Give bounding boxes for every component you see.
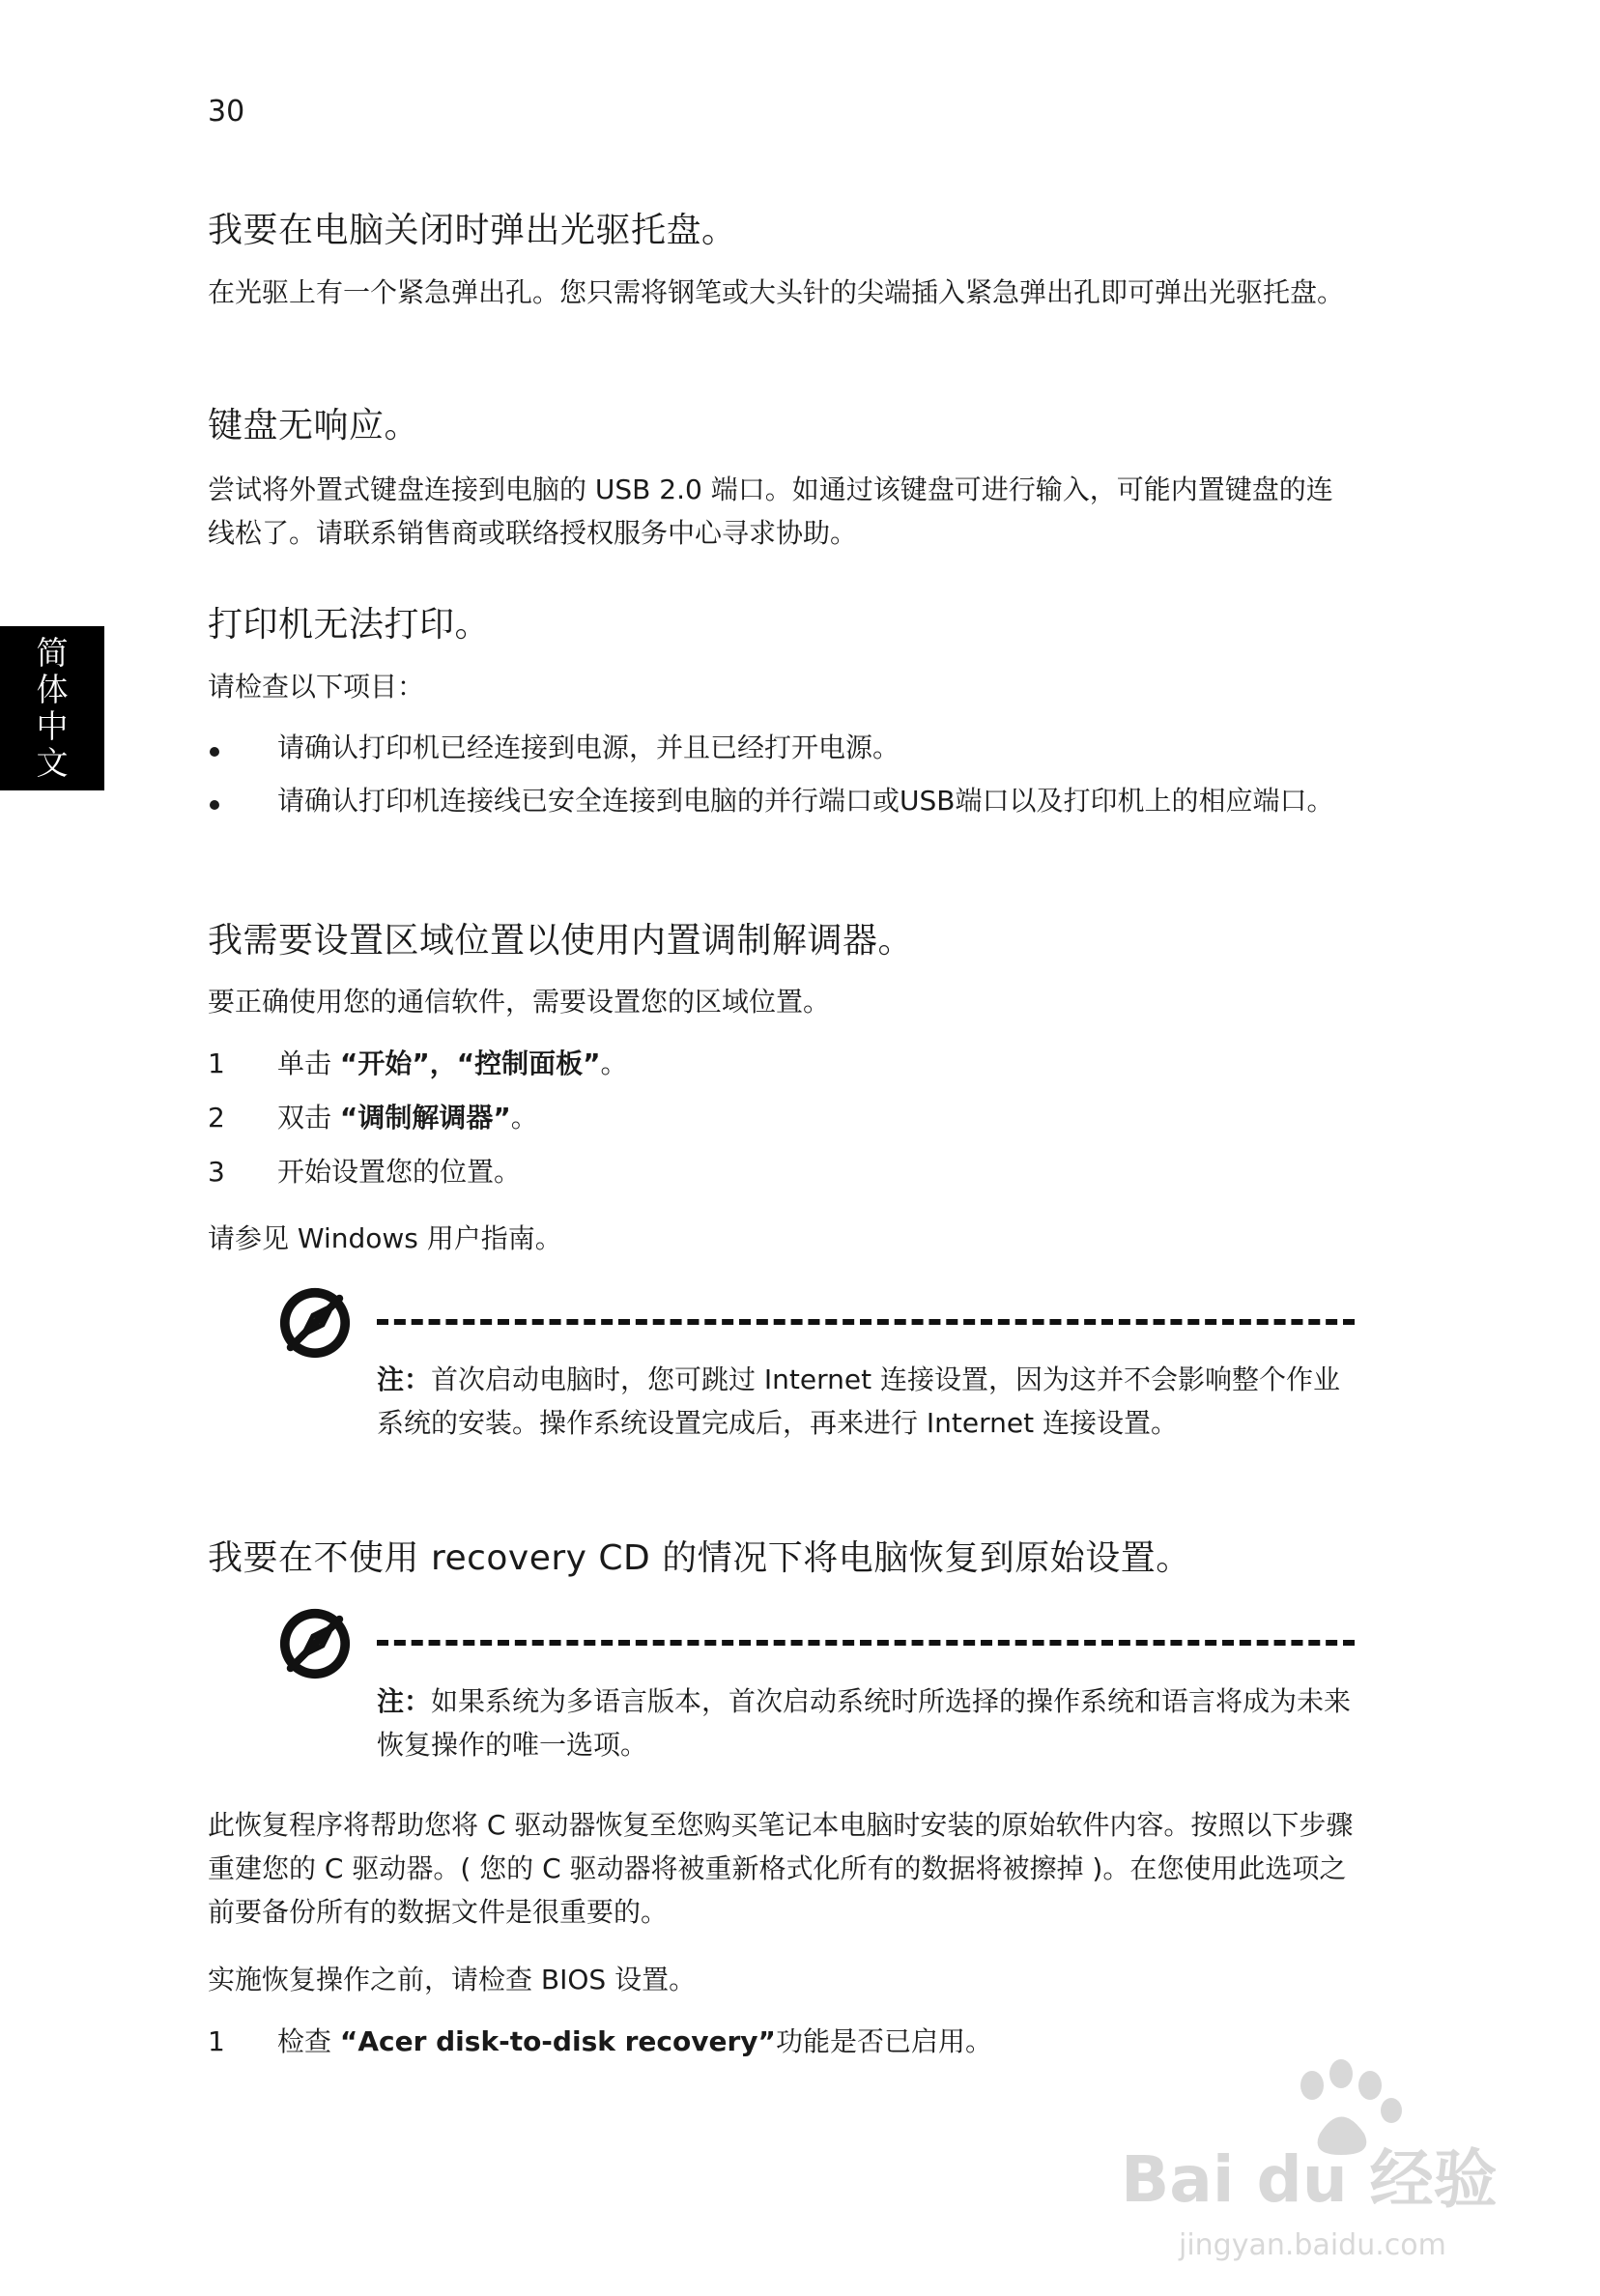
side-tab-char: 体 (36, 671, 69, 708)
bullet-text: 请确认打印机已经连接到电源，并且已经打开电源。 (277, 732, 900, 763)
note-modem (377, 1358, 1353, 1445)
step-bold-text: “调制解调器” (339, 1102, 511, 1134)
note-pen-icon (277, 1606, 353, 1681)
step-text: 开始设置您的位置。 (277, 1156, 522, 1188)
paragraph-modem-intro: 要正确使用您的通信软件，需要设置您的区域位置。 (208, 986, 831, 1018)
note-divider (377, 1319, 1355, 1325)
step-text: 检查 (277, 2025, 332, 2057)
step-text-end: 。 (510, 1102, 538, 1134)
side-tab-char: 中 (36, 707, 69, 745)
heading-recovery: 我要在不使用 recovery CD 的情况下将电脑恢复到原始设置。 (208, 1538, 1191, 1578)
step-text-end: 功能是否已启用。 (775, 2025, 992, 2057)
step-number: 1 (208, 1048, 225, 1079)
step-text: 双击 (277, 1102, 332, 1134)
side-tab-char: 文 (36, 744, 69, 782)
step-item (208, 1150, 1357, 1193)
step-bold-text: “开始”，“控制面板” (339, 1048, 601, 1079)
paragraph-eject: 在光驱上有一个紧急弹出孔。您只需将钢笔或大头针的尖端插入紧急弹出孔即可弹出光驱托盘。 (208, 276, 1345, 308)
bullet-item (208, 779, 1357, 822)
step-text-end: 。 (600, 1048, 628, 1079)
heading-modem: 我需要设置区域位置以使用内置调制解调器。 (208, 921, 914, 961)
paragraph-printer-intro: 请检查以下项目： (208, 671, 425, 703)
bullet-icon (210, 747, 219, 757)
note-pen-icon (277, 1285, 353, 1361)
heading-eject: 我要在电脑关闭时弹出光驱托盘。 (208, 211, 737, 250)
side-tab-char: 简 (36, 634, 69, 672)
step-number: 1 (208, 2025, 225, 2057)
watermark-url: jingyan.baidu.com (1179, 2228, 1446, 2262)
baidu-jingyan-watermark (1121, 2047, 1527, 2269)
step-text: 单击 (277, 1048, 332, 1079)
language-side-tab (0, 626, 104, 790)
watermark-logo-text: Bai du 经验 (1121, 2142, 1498, 2217)
page-number: 30 (208, 95, 245, 129)
note-label: 注： (377, 1363, 432, 1395)
step-number: 3 (208, 1156, 225, 1188)
paragraph-keyboard: 尝试将外置式键盘连接到电脑的 USB 2.0 端口。如通过该键盘可进行输入，可能内置键盘的连线松了。请联系销售商或联络授权服务中心寻求协助。 (208, 474, 1333, 549)
step-item (208, 1096, 1357, 1139)
paragraph-bios-check: 实施恢复操作之前，请检查 BIOS 设置。 (208, 1964, 697, 1995)
step-item (208, 1042, 1357, 1085)
bullet-icon (210, 800, 219, 810)
heading-keyboard: 键盘无响应。 (208, 406, 420, 445)
bullet-item (208, 726, 1357, 769)
bullet-text: 请确认打印机连接线已安全连接到电脑的并行端口或USB端口以及打印机上的相应端口。 (277, 785, 1334, 817)
note-text: 如果系统为多语言版本，首次启动系统时所选择的操作系统和语言将成为未来恢复操作的唯一选项。 (377, 1685, 1352, 1761)
step-number: 2 (208, 1102, 225, 1134)
step-bold-text: “Acer disk-to-disk recovery” (339, 2025, 776, 2057)
paragraph-recovery: 此恢复程序将帮助您将 C 驱动器恢复至您购买笔记本电脑时安装的原始软件内容。按照以下步骤重建您的 C 驱动器。( 您的 C 驱动器将被重新格式化所有的数据将被擦掉 )。在您使用此选项之前要备份所有的数据文件是很重要的。 (208, 1809, 1354, 1928)
note-divider (377, 1640, 1355, 1646)
heading-printer: 打印机无法打印。 (208, 605, 491, 645)
note-text: 首次启动电脑时，您可跳过 Internet 连接设置，因为这并不会影响整个作业系统的安装。操作系统设置完成后，再来进行 Internet 连接设置。 (377, 1363, 1340, 1439)
paragraph-see-also: 请参见 Windows 用户指南。 (208, 1222, 562, 1254)
note-recovery (377, 1679, 1353, 1766)
note-label: 注： (377, 1685, 432, 1717)
